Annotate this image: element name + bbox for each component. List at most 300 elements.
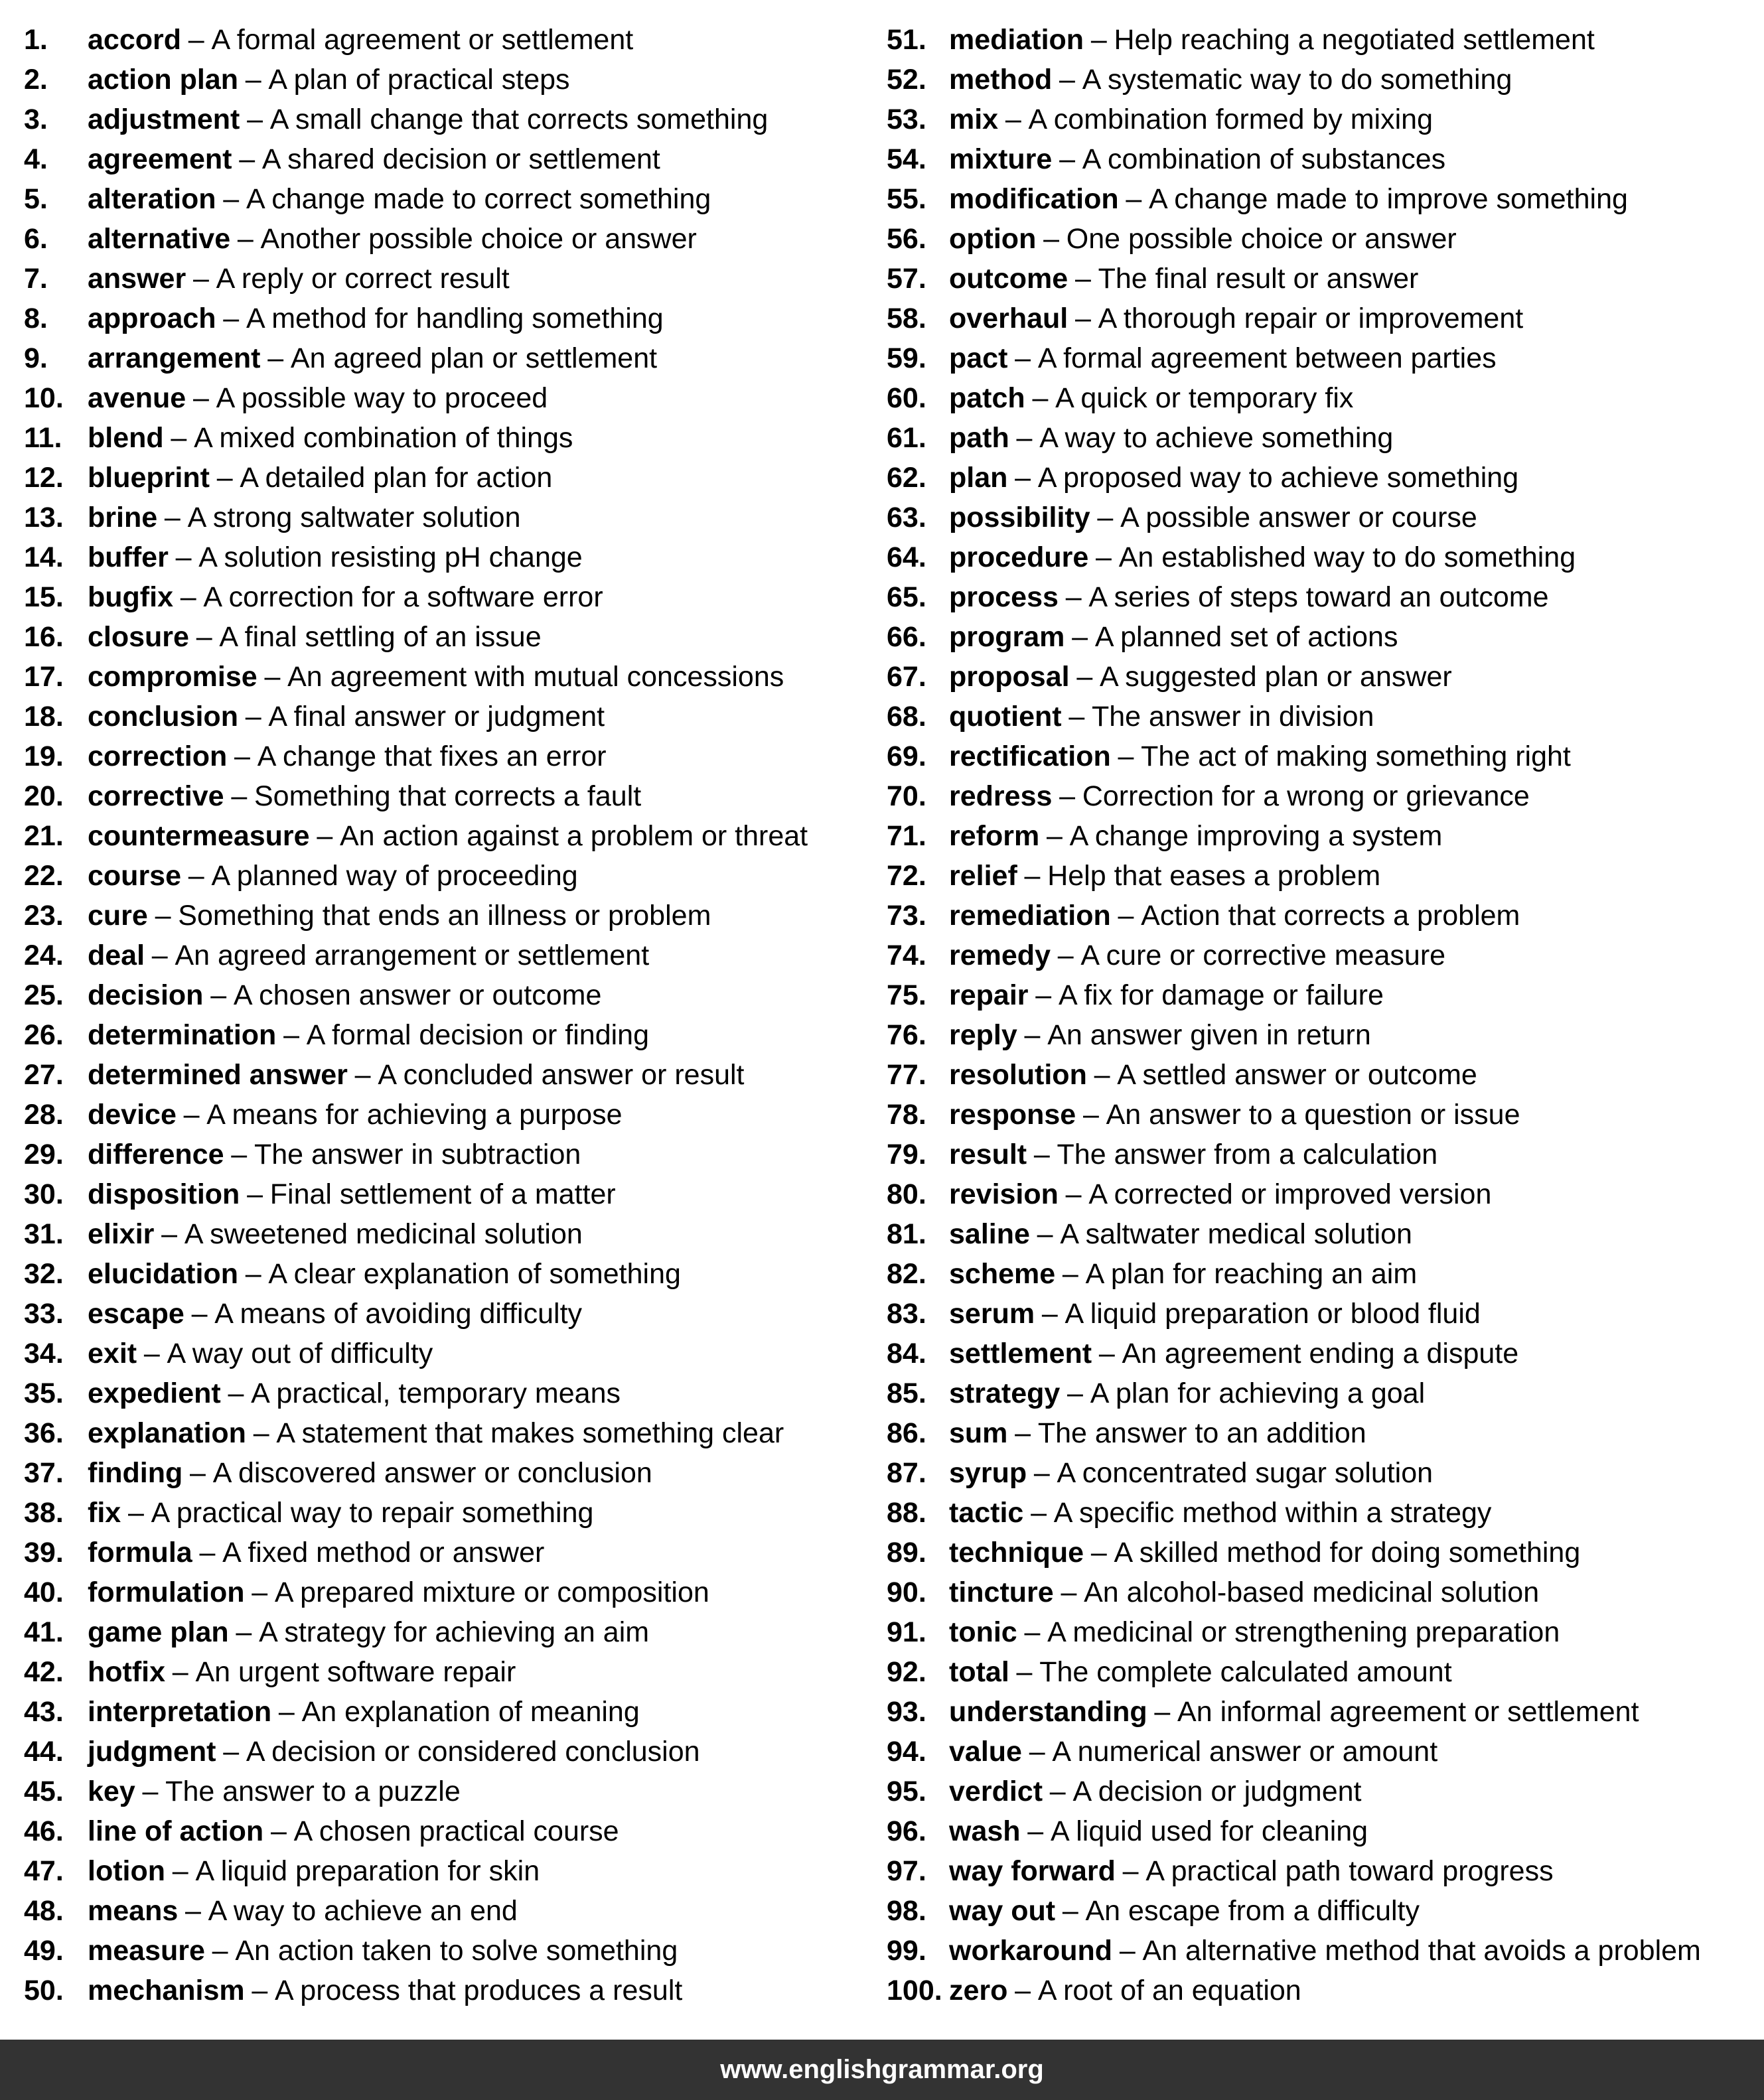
item-definition: A formal agreement or settlement — [211, 24, 634, 56]
list-item — [887, 936, 1763, 975]
list-item — [24, 975, 900, 1015]
list-item — [24, 1453, 900, 1493]
item-separator: – — [236, 1616, 252, 1648]
item-separator: – — [252, 1975, 268, 2006]
item-word: mix — [949, 104, 999, 135]
list-item — [887, 1493, 1763, 1533]
item-number: 24. — [24, 940, 64, 971]
list-item — [24, 1294, 900, 1334]
item-number: 55. — [887, 183, 926, 215]
item-definition: A small change that corrects something — [269, 104, 769, 135]
item-separator: – — [245, 701, 261, 733]
list-item — [887, 1334, 1763, 1373]
item-definition: Final settlement of a matter — [269, 1178, 616, 1210]
item-separator: – — [1041, 1298, 1058, 1330]
list-item — [24, 378, 900, 418]
item-separator: – — [1094, 1059, 1110, 1091]
list-item — [24, 1612, 900, 1652]
item-number: 34. — [24, 1338, 64, 1369]
item-separator: – — [1067, 1377, 1083, 1409]
item-definition: An explanation of meaning — [301, 1696, 640, 1728]
footer-site-url: www.englishgrammar.org — [720, 2055, 1044, 2084]
item-definition: A way out of difficulty — [167, 1338, 433, 1369]
list-item — [887, 100, 1763, 139]
item-word: response — [949, 1099, 1076, 1131]
item-word: possibility — [949, 502, 1090, 533]
item-definition: A detailed plan for action — [240, 462, 553, 494]
item-separator: – — [1033, 1139, 1050, 1170]
item-word: mechanism — [88, 1975, 245, 2006]
item-number: 32. — [24, 1258, 64, 1290]
item-definition: A method for handling something — [246, 303, 664, 334]
item-number: 76. — [887, 1019, 926, 1051]
item-definition: A statement that makes something clear — [276, 1417, 784, 1449]
list-item — [24, 657, 900, 697]
item-number: 36. — [24, 1417, 64, 1449]
item-definition: A possible answer or course — [1120, 502, 1477, 533]
item-number: 43. — [24, 1696, 64, 1728]
item-definition: A change improving a system — [1069, 820, 1443, 852]
list-item — [24, 1254, 900, 1294]
item-word: lotion — [88, 1855, 166, 1887]
list-item — [24, 816, 900, 856]
item-number: 44. — [24, 1736, 64, 1768]
item-definition: A plan of practical steps — [268, 64, 570, 96]
item-separator: – — [192, 382, 209, 414]
item-separator: – — [1016, 1656, 1033, 1688]
item-number: 22. — [24, 860, 64, 892]
item-separator: – — [1074, 263, 1091, 295]
item-definition: A decision or judgment — [1072, 1776, 1362, 1807]
item-number: 72. — [887, 860, 926, 892]
item-word: determined answer — [88, 1059, 348, 1091]
item-word: explanation — [88, 1417, 246, 1449]
item-number: 85. — [887, 1377, 926, 1409]
item-separator: – — [1065, 581, 1082, 613]
item-separator: – — [1090, 1537, 1107, 1569]
item-word: proposal — [949, 661, 1070, 693]
item-separator: – — [1062, 1258, 1078, 1290]
list-item — [24, 776, 900, 816]
item-number: 1. — [24, 24, 48, 56]
item-word: modification — [949, 183, 1119, 215]
item-number: 62. — [887, 462, 926, 494]
item-separator: – — [1061, 1576, 1077, 1608]
item-number: 15. — [24, 581, 64, 613]
item-word: game plan — [88, 1616, 229, 1648]
item-separator: – — [171, 422, 187, 454]
list-item — [887, 1772, 1763, 1811]
item-number: 86. — [887, 1417, 926, 1449]
list-item — [887, 1573, 1763, 1612]
word-list-right-column — [887, 20, 1763, 2010]
list-item — [887, 736, 1763, 776]
item-definition: A root of an equation — [1037, 1975, 1301, 2006]
item-number: 60. — [887, 382, 926, 414]
item-definition: Something that ends an illness or problem — [178, 900, 711, 932]
list-item — [24, 1891, 900, 1931]
item-word: bugfix — [88, 581, 173, 613]
item-definition: A way to achieve something — [1039, 422, 1394, 454]
item-word: understanding — [949, 1696, 1147, 1728]
word-list — [0, 20, 1764, 2037]
list-item — [887, 1174, 1763, 1214]
item-number: 4. — [24, 143, 48, 175]
item-number: 81. — [887, 1218, 926, 1250]
item-separator: – — [127, 1497, 144, 1529]
item-definition: A final settling of an issue — [219, 621, 542, 653]
item-number: 3. — [24, 104, 48, 135]
list-item — [887, 179, 1763, 219]
list-item — [24, 259, 900, 299]
item-word: reform — [949, 820, 1040, 852]
list-item — [887, 219, 1763, 259]
item-number: 21. — [24, 820, 64, 852]
item-definition: Action that corrects a problem — [1141, 900, 1520, 932]
item-number: 97. — [887, 1855, 926, 1887]
item-definition: A change made to correct something — [246, 183, 711, 215]
item-definition: An escape from a difficulty — [1085, 1895, 1420, 1927]
item-number: 98. — [887, 1895, 926, 1927]
item-number: 27. — [24, 1059, 64, 1091]
list-item — [24, 1772, 900, 1811]
item-definition: A saltwater medical solution — [1060, 1218, 1412, 1250]
item-separator: – — [164, 502, 181, 533]
item-number: 46. — [24, 1815, 64, 1847]
item-definition: A corrected or improved version — [1088, 1178, 1492, 1210]
item-number: 13. — [24, 502, 64, 533]
list-item — [887, 1652, 1763, 1692]
list-item — [887, 498, 1763, 537]
item-word: mixture — [949, 143, 1053, 175]
item-number: 73. — [887, 900, 926, 932]
item-separator: – — [264, 661, 281, 693]
item-word: revision — [949, 1178, 1059, 1210]
item-word: elixir — [88, 1218, 155, 1250]
item-definition: An agreement ending a dispute — [1122, 1338, 1519, 1369]
item-separator: – — [1118, 740, 1134, 772]
list-item — [24, 936, 900, 975]
footer-bar — [0, 2040, 1764, 2100]
list-item — [887, 1612, 1763, 1652]
list-item — [24, 219, 900, 259]
item-definition: A correction for a software error — [203, 581, 603, 613]
item-definition: The answer in subtraction — [254, 1139, 581, 1170]
item-separator: – — [161, 1218, 178, 1250]
item-number: 17. — [24, 661, 64, 693]
item-word: outcome — [949, 263, 1068, 295]
list-item — [24, 537, 900, 577]
list-item — [887, 856, 1763, 896]
list-item — [887, 1931, 1763, 1971]
item-separator: – — [1033, 1457, 1050, 1489]
item-word: judgment — [88, 1736, 216, 1768]
list-item — [24, 1174, 900, 1214]
item-word: corrective — [88, 780, 224, 812]
item-definition: A series of steps toward an outcome — [1088, 581, 1549, 613]
item-separator: – — [1037, 1218, 1053, 1250]
list-item — [24, 1413, 900, 1453]
item-word: deal — [88, 940, 145, 971]
list-item — [24, 1334, 900, 1373]
item-separator: – — [143, 1338, 160, 1369]
item-number: 69. — [887, 740, 926, 772]
item-definition: A means for achieving a purpose — [206, 1099, 623, 1131]
item-definition: A formal agreement between parties — [1037, 342, 1497, 374]
list-item — [887, 1732, 1763, 1772]
item-separator: – — [245, 1258, 261, 1290]
item-number: 88. — [887, 1497, 926, 1529]
item-definition: A formal decision or finding — [306, 1019, 650, 1051]
item-word: strategy — [949, 1377, 1061, 1409]
item-number: 8. — [24, 303, 48, 334]
item-number: 52. — [887, 64, 926, 96]
item-separator: – — [278, 1696, 295, 1728]
item-number: 83. — [887, 1298, 926, 1330]
item-separator: – — [1119, 1935, 1136, 1967]
item-word: approach — [88, 303, 216, 334]
item-separator: – — [1031, 1497, 1047, 1529]
item-separator: – — [239, 143, 256, 175]
item-definition: A strong saltwater solution — [187, 502, 521, 533]
item-separator: – — [234, 740, 250, 772]
item-word: way forward — [949, 1855, 1116, 1887]
item-number: 47. — [24, 1855, 64, 1887]
item-number: 90. — [887, 1576, 926, 1608]
item-word: total — [949, 1656, 1009, 1688]
list-item — [887, 1095, 1763, 1135]
list-item — [887, 1055, 1763, 1095]
item-definition: An answer to a question or issue — [1106, 1099, 1520, 1131]
item-number: 42. — [24, 1656, 64, 1688]
item-definition: An established way to do something — [1118, 541, 1576, 573]
item-word: countermeasure — [88, 820, 310, 852]
item-separator: – — [1005, 104, 1021, 135]
item-number: 6. — [24, 223, 48, 255]
list-item — [24, 1931, 900, 1971]
item-separator: – — [228, 1377, 244, 1409]
item-separator: – — [231, 780, 248, 812]
item-separator: – — [252, 1576, 268, 1608]
item-separator: – — [1096, 541, 1112, 573]
item-word: finding — [88, 1457, 183, 1489]
list-item — [24, 1971, 900, 2010]
list-item — [24, 1851, 900, 1891]
item-definition: An urgent software repair — [195, 1656, 516, 1688]
item-definition: A shared decision or settlement — [261, 143, 660, 175]
list-item — [24, 896, 900, 936]
item-separator: – — [1043, 223, 1060, 255]
item-word: saline — [949, 1218, 1030, 1250]
list-item — [24, 1811, 900, 1851]
item-separator: – — [1024, 1616, 1041, 1648]
item-number: 2. — [24, 64, 48, 96]
list-item — [887, 1214, 1763, 1254]
item-separator: – — [1032, 382, 1049, 414]
item-number: 91. — [887, 1616, 926, 1648]
item-number: 78. — [887, 1099, 926, 1131]
item-word: resolution — [949, 1059, 1087, 1091]
item-definition: A quick or temporary fix — [1055, 382, 1354, 414]
item-number: 79. — [887, 1139, 926, 1170]
item-definition: The answer to an addition — [1037, 1417, 1366, 1449]
item-number: 12. — [24, 462, 64, 494]
item-definition: Help that eases a problem — [1047, 860, 1381, 892]
item-separator: – — [1024, 1019, 1041, 1051]
list-item — [887, 1413, 1763, 1453]
item-number: 50. — [24, 1975, 64, 2006]
item-number: 16. — [24, 621, 64, 653]
item-definition: An informal agreement or settlement — [1177, 1696, 1639, 1728]
item-word: difference — [88, 1139, 224, 1170]
item-definition: A settled answer or outcome — [1117, 1059, 1477, 1091]
item-number: 100. — [887, 1975, 942, 2006]
item-word: answer — [88, 263, 186, 295]
item-number: 5. — [24, 183, 48, 215]
item-word: exit — [88, 1338, 137, 1369]
item-number: 11. — [24, 422, 62, 454]
item-number: 20. — [24, 780, 64, 812]
item-definition: A combination of substances — [1082, 143, 1446, 175]
list-item — [24, 1095, 900, 1135]
list-item — [887, 1015, 1763, 1055]
item-number: 89. — [887, 1537, 926, 1569]
item-word: repair — [949, 979, 1029, 1011]
item-number: 96. — [887, 1815, 926, 1847]
item-definition: A chosen answer or outcome — [233, 979, 602, 1011]
item-separator: – — [1072, 621, 1088, 653]
list-item — [887, 259, 1763, 299]
item-number: 63. — [887, 502, 926, 533]
item-definition: A fix for damage or failure — [1058, 979, 1384, 1011]
list-item — [887, 697, 1763, 736]
item-definition: A concluded answer or result — [378, 1059, 745, 1091]
item-separator: – — [1122, 1855, 1139, 1887]
word-list-left-column — [24, 20, 900, 2010]
item-definition: Another possible choice or answer — [260, 223, 697, 255]
item-definition: The act of making something right — [1141, 740, 1571, 772]
list-item — [887, 1294, 1763, 1334]
item-definition: A specific method within a strategy — [1053, 1497, 1492, 1529]
item-separator: – — [142, 1776, 159, 1807]
item-word: measure — [88, 1935, 205, 1967]
list-item — [24, 577, 900, 617]
item-separator: – — [183, 1099, 200, 1131]
item-word: tincture — [949, 1576, 1054, 1608]
item-number: 59. — [887, 342, 926, 374]
item-definition: A cure or corrective measure — [1080, 940, 1446, 971]
item-definition: An action against a problem or threat — [340, 820, 808, 852]
item-word: syrup — [949, 1457, 1027, 1489]
list-item — [24, 1373, 900, 1413]
item-separator: – — [223, 303, 240, 334]
item-definition: The answer in division — [1092, 701, 1374, 733]
list-item — [24, 100, 900, 139]
item-number: 93. — [887, 1696, 926, 1728]
item-separator: – — [1015, 1417, 1031, 1449]
item-word: mediation — [949, 24, 1084, 56]
item-separator: – — [212, 1935, 228, 1967]
item-separator: – — [1049, 1776, 1066, 1807]
item-definition: One possible choice or answer — [1066, 223, 1457, 255]
list-item — [887, 1135, 1763, 1174]
item-separator: – — [199, 1537, 216, 1569]
list-item — [24, 458, 900, 498]
item-definition: A way to achieve an end — [208, 1895, 518, 1927]
item-separator: – — [223, 1736, 240, 1768]
item-definition: A combination formed by mixing — [1028, 104, 1433, 135]
list-item — [887, 378, 1763, 418]
item-number: 99. — [887, 1935, 926, 1967]
item-separator: – — [180, 581, 196, 613]
item-word: compromise — [88, 661, 257, 693]
item-number: 80. — [887, 1178, 926, 1210]
item-separator: – — [1015, 462, 1031, 494]
item-word: remediation — [949, 900, 1111, 932]
item-word: path — [949, 422, 1009, 454]
item-word: workaround — [949, 1935, 1113, 1967]
list-item — [887, 338, 1763, 378]
item-definition: A fixed method or answer — [222, 1537, 545, 1569]
list-item — [887, 816, 1763, 856]
item-number: 14. — [24, 541, 64, 573]
item-definition: An agreement with mutual concessions — [287, 661, 784, 693]
item-word: buffer — [88, 541, 169, 573]
item-word: line of action — [88, 1815, 264, 1847]
item-word: key — [88, 1776, 135, 1807]
item-definition: A suggested plan or answer — [1100, 661, 1452, 693]
list-item — [24, 179, 900, 219]
list-item — [24, 697, 900, 736]
item-separator: – — [237, 223, 254, 255]
item-word: procedure — [949, 541, 1089, 573]
item-word: zero — [949, 1975, 1008, 2006]
list-item — [887, 1533, 1763, 1573]
item-number: 35. — [24, 1377, 64, 1409]
item-number: 28. — [24, 1099, 64, 1131]
item-definition: A discovered answer or conclusion — [212, 1457, 652, 1489]
item-separator: – — [253, 1417, 269, 1449]
item-word: pact — [949, 342, 1008, 374]
item-number: 38. — [24, 1497, 64, 1529]
item-word: course — [88, 860, 182, 892]
item-separator: – — [155, 900, 171, 932]
item-separator: – — [247, 104, 263, 135]
item-separator: – — [1074, 303, 1091, 334]
list-item — [887, 896, 1763, 936]
item-number: 45. — [24, 1776, 64, 1807]
item-number: 71. — [887, 820, 926, 852]
item-number: 53. — [887, 104, 926, 135]
item-word: arrangement — [88, 342, 261, 374]
item-number: 95. — [887, 1776, 926, 1807]
list-item — [887, 418, 1763, 458]
item-definition: A plan for achieving a goal — [1090, 1377, 1426, 1409]
item-definition: A thorough repair or improvement — [1098, 303, 1524, 334]
item-number: 64. — [887, 541, 926, 573]
item-number: 49. — [24, 1935, 64, 1967]
item-word: blueprint — [88, 462, 210, 494]
item-number: 65. — [887, 581, 926, 613]
item-definition: A liquid preparation or blood fluid — [1065, 1298, 1481, 1330]
item-word: sum — [949, 1417, 1008, 1449]
item-separator: – — [188, 24, 204, 56]
item-definition: A planned way of proceeding — [211, 860, 578, 892]
item-number: 31. — [24, 1218, 64, 1250]
item-separator: – — [172, 1656, 188, 1688]
list-item — [24, 60, 900, 100]
item-word: elucidation — [88, 1258, 238, 1290]
